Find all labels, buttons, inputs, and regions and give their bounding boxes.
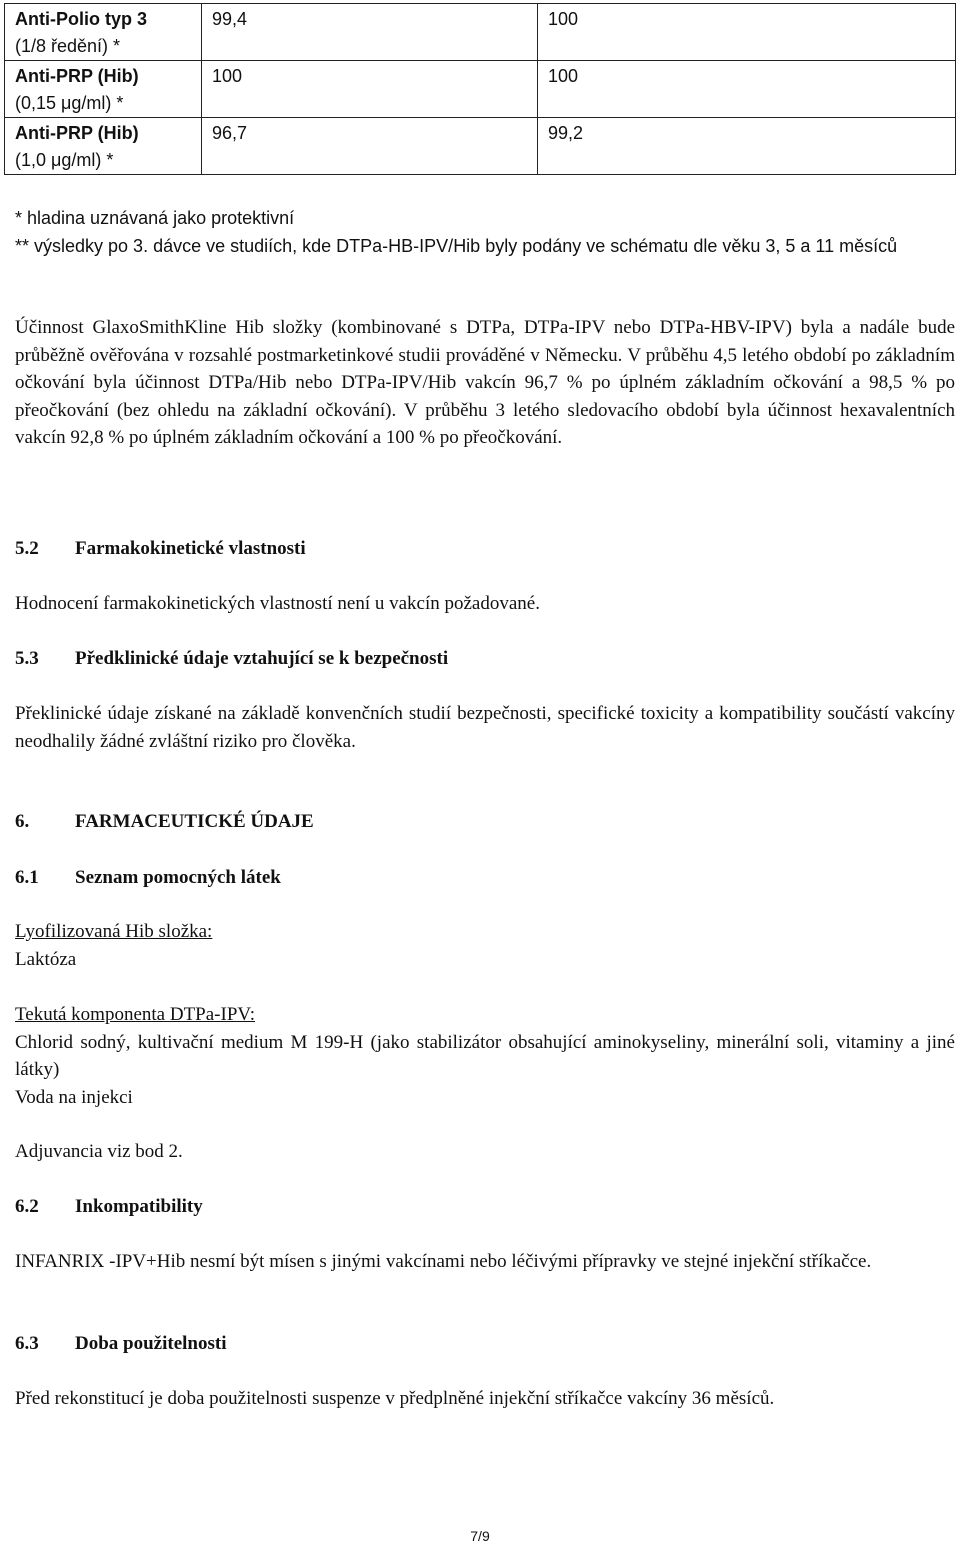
value-cell: 99,2: [538, 118, 956, 175]
liquid-label: Tekutá komponenta DTPa-IPV:: [15, 1004, 255, 1025]
antigen-cell: [5, 118, 202, 175]
value-cell: 96,7: [202, 118, 538, 175]
section-number: 6.3: [15, 1333, 39, 1354]
section-title: Doba použitelnosti: [75, 1333, 227, 1354]
value-cell: 100: [538, 61, 956, 118]
efficacy-paragraph: Účinnost GlaxoSmithKline Hib složky (kombinované s DTPa, DTPa-IPV nebo DTPa-HBV-IPV) byla a nadále bude průběžně ověřována v rozsahlé postmarketinkové studii prováděné v Německu. V průběhu 4,5 letého období po základním očkování byla účinnost DTPa/Hib nebo DTPa-IPV/Hib vakcín 96,7 % po úplném základním očkování a 98,5 % po přeočkování (bez ohledu na základní očkování). V průběhu 3 letého sledovacího období byla účinnost hexavalentních vakcín 92,8 % po úplném základním očkování a 100 % po přeočkování.: [15, 317, 955, 448]
section-title: Inkompatibility: [75, 1196, 203, 1217]
table-row: [5, 61, 956, 118]
antigen-name: Anti-Polio typ 3: [15, 9, 147, 29]
pharmacokinetics-text: Hodnocení farmakokinetických vlastností není u vakcín požadované.: [15, 593, 540, 614]
section-title: Farmakokinetické vlastnosti: [75, 538, 306, 559]
section-title: FARMACEUTICKÉ ÚDAJE: [75, 811, 314, 832]
results-table: [4, 3, 956, 175]
section-heading-6-1: [15, 864, 955, 892]
table-row: [5, 118, 956, 175]
footnotes: [15, 205, 955, 260]
antigen-name: Anti-PRP (Hib): [15, 66, 139, 86]
section-number: 6.: [15, 811, 30, 832]
lyophilized-item: Laktóza: [15, 948, 77, 970]
liquid-block: [15, 1001, 955, 1111]
section-heading-6: [15, 808, 955, 836]
liquid-item: Voda na injekci: [15, 1086, 133, 1108]
section-heading-6-2: [15, 1193, 955, 1221]
section-title: Předklinické údaje vztahující se k bezpečnosti: [75, 648, 449, 669]
antigen-dose: (0,15 μg/ml) *: [15, 93, 124, 113]
antigen-dose: (1,0 μg/ml) *: [15, 150, 114, 170]
value-cell: 99,4: [202, 4, 538, 61]
section-heading-6-3: [15, 1330, 955, 1358]
lyophilized-label: Lyofilizovaná Hib složka:: [15, 921, 213, 942]
section-number: 6.2: [15, 1196, 39, 1217]
table-row: [5, 4, 956, 61]
footnote-protective: * hladina uznávaná jako protektivní: [15, 208, 295, 228]
adjuvants-text: Adjuvancia viz bod 2.: [15, 1141, 183, 1162]
preclinical-text: Překlinické údaje získané na základě konvenčních studií bezpečnosti, specifické toxicity a kompatibility součástí vakcíny neodhalily žádné zvláštní riziko pro člověka.: [15, 703, 955, 752]
lyophilized-block: [15, 918, 955, 973]
shelf-life-text: Před rekonstitucí je doba použitelnosti suspenze v předplněné injekční stříkačce vakcíny 36 měsíců.: [15, 1388, 775, 1409]
liquid-item: Chlorid sodný, kultivační medium M 199-H (jako stabilizátor obsahující aminokyseliny, minerální soli, vitaminy a jiné látky): [15, 1031, 955, 1080]
section-heading-5-3: [15, 645, 955, 673]
section-title: Seznam pomocných látek: [75, 867, 281, 888]
value-cell: 100: [202, 61, 538, 118]
antigen-name: Anti-PRP (Hib): [15, 123, 139, 143]
antigen-cell: [5, 4, 202, 61]
section-heading-5-2: [15, 535, 955, 563]
page-number: 7/9: [470, 1528, 490, 1544]
antigen-cell: [5, 61, 202, 118]
section-number: 5.3: [15, 648, 39, 669]
incompatibility-text: INFANRIX -IPV+Hib nesmí být mísen s jinými vakcínami nebo léčivými přípravky ve stejné injekční stříkačce.: [15, 1251, 872, 1272]
footnote-results: ** výsledky po 3. dávce ve studiích, kde DTPa-HB-IPV/Hib byly podány ve schématu dle věku 3, 5 a 11 měsíců: [15, 235, 898, 256]
antigen-dose: (1/8 ředění) *: [15, 36, 121, 56]
value-cell: 100: [538, 4, 956, 61]
section-number: 5.2: [15, 538, 39, 559]
section-number: 6.1: [15, 867, 39, 888]
